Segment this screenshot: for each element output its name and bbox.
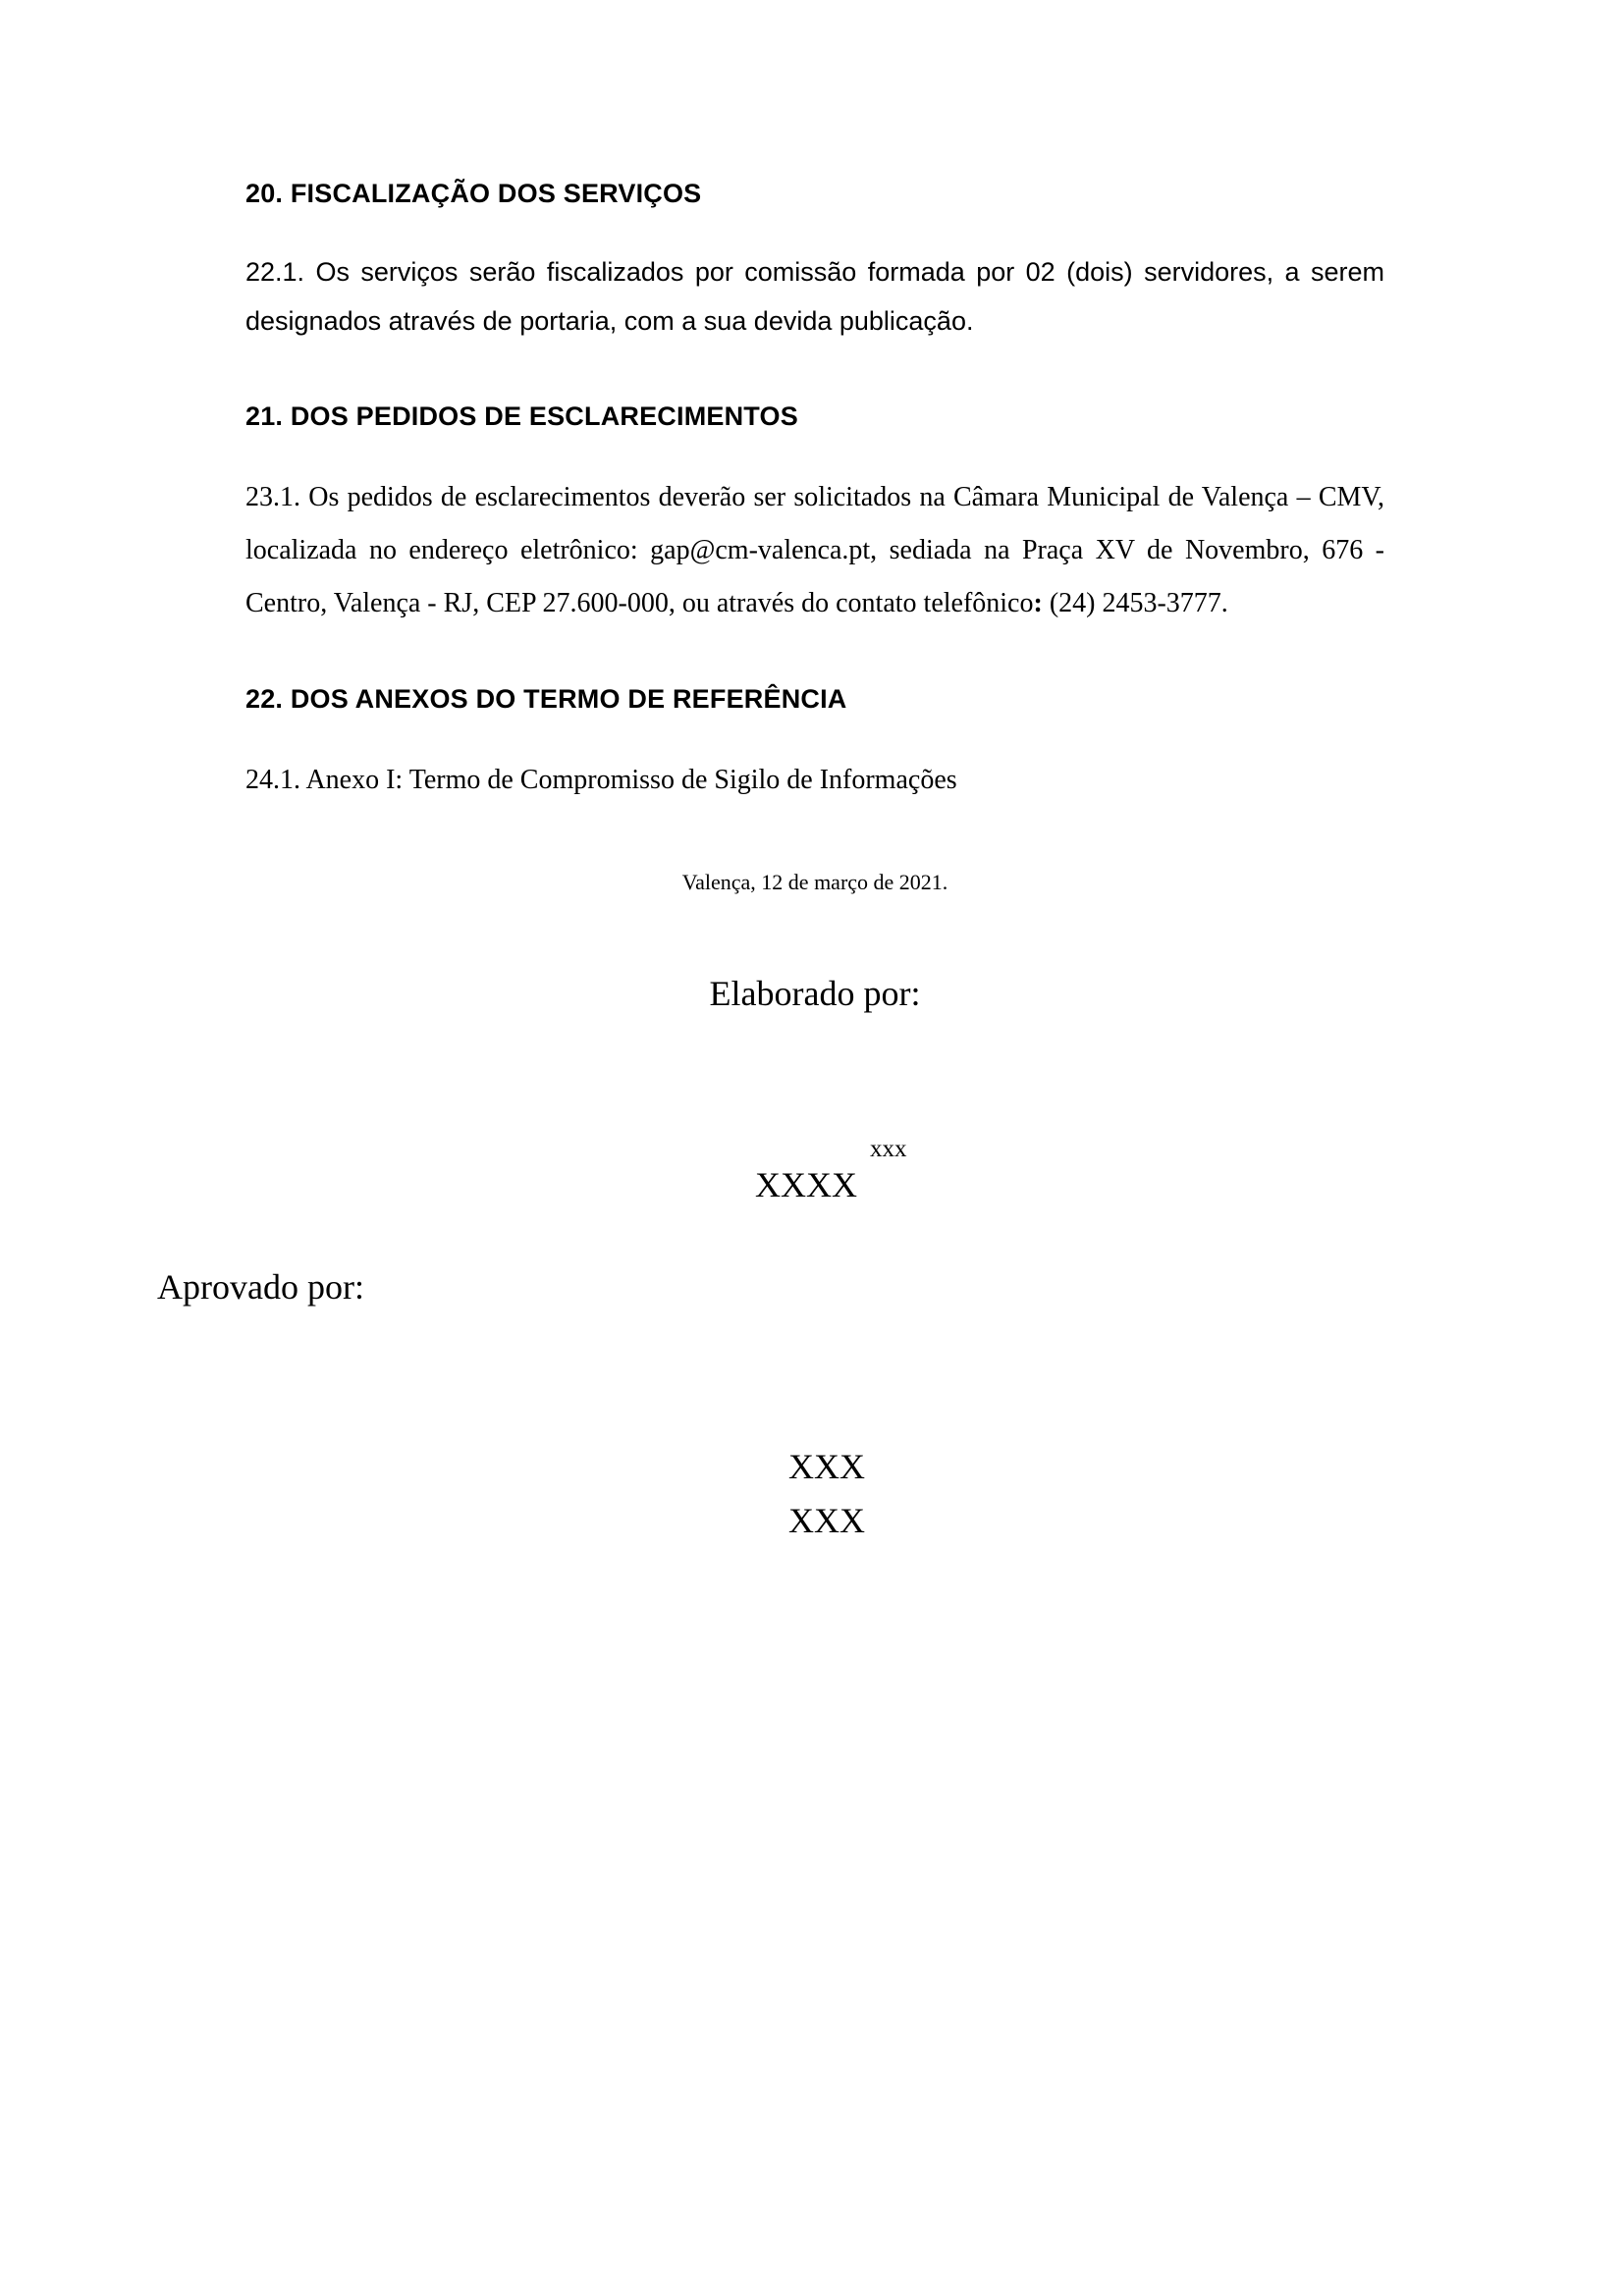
aprovado-por-label: Aprovado por:	[157, 1266, 364, 1307]
elaborado-signature-small: xxx	[870, 1135, 907, 1162]
esclarecimentos-text-part2: (24) 2453-3777.	[1042, 587, 1228, 618]
document-content	[157, 177, 1384, 1549]
section-heading-anexos: 22. DOS ANEXOS DO TERMO DE REFERÊNCIA	[245, 684, 847, 715]
section-paragraph-fiscalizacao: 22.1. Os serviços serão fiscalizados por comissão formada por 02 (dois) servidores, a serem designados através de portaria, com a sua devida publicação.	[245, 257, 1384, 337]
place-and-date: Valença, 12 de março de 2021.	[681, 870, 948, 895]
section-paragraph-anexos: 24.1. Anexo I: Termo de Compromisso de Sigilo de Informações	[245, 765, 957, 796]
aprovado-signature-block	[245, 1440, 1384, 1550]
section-paragraph-esclarecimentos	[245, 471, 1384, 629]
elaborado-signature-block	[245, 1135, 1384, 1243]
aprovado-signature-line-2: XXX	[788, 1501, 865, 1541]
esclarecimentos-text-colon: :	[1033, 587, 1043, 618]
esclarecimentos-text-part1: 23.1. Os pedidos de esclarecimentos deverão ser solicitados na Câmara Municipal de Valença – CMV, localizada no endereço eletrônico: gap@cm-valenca.pt, sediada na Praça XV de Novembro, 676 - Centro, Valença - RJ, CEP 27.600-000, ou através do contato telefônico	[245, 482, 1384, 618]
aprovado-signature-line-1: XXX	[788, 1446, 865, 1486]
section-heading-fiscalizacao: 20. FISCALIZAÇÃO DOS SERVIÇOS	[245, 179, 702, 208]
section-heading-esclarecimentos: 21. DOS PEDIDOS DE ESCLARECIMENTOS	[245, 400, 798, 431]
elaborado-por-label: Elaborado por:	[709, 973, 921, 1013]
elaborado-signature-large: XXXX	[755, 1164, 857, 1204]
